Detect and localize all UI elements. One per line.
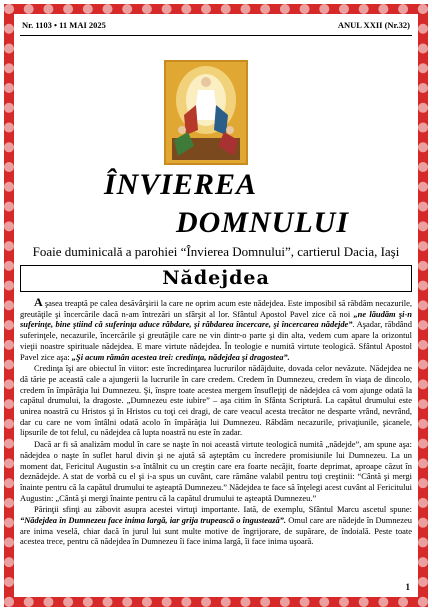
page-number: 1	[405, 582, 410, 592]
paragraph-4-quote: “Nădejdea în Dumnezeu face inima largă, iar grija trupească o îngustează”.	[20, 515, 287, 526]
paragraph-3: Dacă ar fi să analizăm modul în care se naşte în noi această virtute teologică numită „nădejde”, am spune aşa: nădejdea o naşte în suflet harul divin şi ne ajută să aşteptăm cu încredere promisiunile lui Dumnezeu. La un moment dat, Fericitul Augustin s-a întâlnit cu un creştin care era foarte necăjit, foarte deprimat, aproape căzut în deznădejde. A stat de vorbă cu el şi i-a spus un cuvânt, care rămâne valabil pentru toţi creştinii: “Cântă şi mergi înainte pentru că la capătul drumului te aşteaptă Dumnezeu.” Nădejdea te face să înţelegi acest cuvânt al Fericitului Augustin: „Cântă şi mergi înainte pentru că la capătul drumului te aşteaptă Dumnezeu.”	[20, 439, 412, 503]
paragraph-1	[20, 297, 412, 362]
paragraph-1-quote2: „Şi acum rămân acestea trei: credinţa, nădejdea şi dragostea”.	[71, 351, 290, 362]
masthead-title-line1: ÎNVIEREA	[104, 168, 258, 201]
paragraph-4-text: Părinţii sfinţi au zăbovit asupra acestei virtuţi importante. Iată, de exemplu, Sfântul Marcu ascetul spune:	[34, 504, 412, 515]
paragraph-1-rest: . Aşadar, răbdând suferinţele, necazurile, încercările şi greutăţile care ne vin dintr-o parte şi din alta, vedem cum apare la orizontul vieţii noastre spirituale nădejdea. E mare virtute nădejdea. În teologie e numită virtute teologică. Sfântul Apostol Pavel zice aşa:	[20, 319, 412, 362]
resurrection-icon	[164, 60, 248, 165]
year-info: ANUL XXII (Nr.32)	[337, 20, 410, 30]
page-content	[20, 16, 412, 596]
masthead-subtitle: Foaie duminicală a parohiei “Învierea Domnului”, cartierul Dacia, Iaşi	[32, 244, 400, 259]
drop-cap: A	[34, 295, 43, 309]
article-title-box	[20, 265, 412, 292]
header-divider	[20, 35, 412, 36]
header-row	[20, 16, 412, 30]
paragraph-4-rest: Omul care are nădejde în Dumnezeu are inima veselă, chiar dacă în jurul lui sunt multe motive de îngrijorare, de supărare, de îndoială. Peste toate acestea trece, pentru că nădejdea în Dumnezeu îi face inima largă, îi face inima uşoară.	[20, 515, 412, 547]
paragraph-1-text: şasea treaptă pe calea desăvârşirii la care ne oprim acum este nădejdea. Este imposibil să răbdăm necazurile, greutăţile şi încercările dacă n-am întrezări un sfârşit al lor. Sfântul Apostol Pavel zice că noi	[20, 298, 412, 319]
article-title: Nădejdea	[162, 267, 270, 289]
paragraph-2: Credinţa îşi are obiectul în viitor: este încredinţarea lucrurilor nădăjduite, dovada celor nevăzute. Nădejdea ne dă tărie pe această cale a ajungerii la lucrurile în care credem. Credem în Dumnezeu, credem în viaţa de dincolo, credem în împărăţia lui Dumnezeu. Şi, înspre toate acestea mergem însufleţiţi de nădejdea că vom ajunge odată la capătul drumului, la dragoste. „Dumnezeu este iubire” – aşa citim în Sfânta Scriptură. La capătul drumului este unirea noastră cu Hristos şi în Hristos cu toţi cei dragi, de care veacul acesta trecător ne desparte vrând, nevrând, dar cu care ne vom întâlni odată acolo în împărăţia lui Dumnezeu. Răbdăm necazurile, privaţiunile, şicanele, lipsurile de tot felul, cu nădejdea că lupta noastră nu este în zadar.	[20, 363, 412, 438]
paragraph-4	[20, 504, 412, 547]
issue-info: Nr. 1103 • 11 MAI 2025	[22, 20, 106, 30]
paragraph-1-quote: „ne lăudăm şi-n suferinţe, bine ştiind că suferinţa aduce răbdare, şi răbdarea încercare, şi încercarea nădejde”	[20, 308, 412, 330]
masthead-title-line2: DOMNULUI	[176, 206, 349, 239]
article-body	[20, 297, 412, 548]
